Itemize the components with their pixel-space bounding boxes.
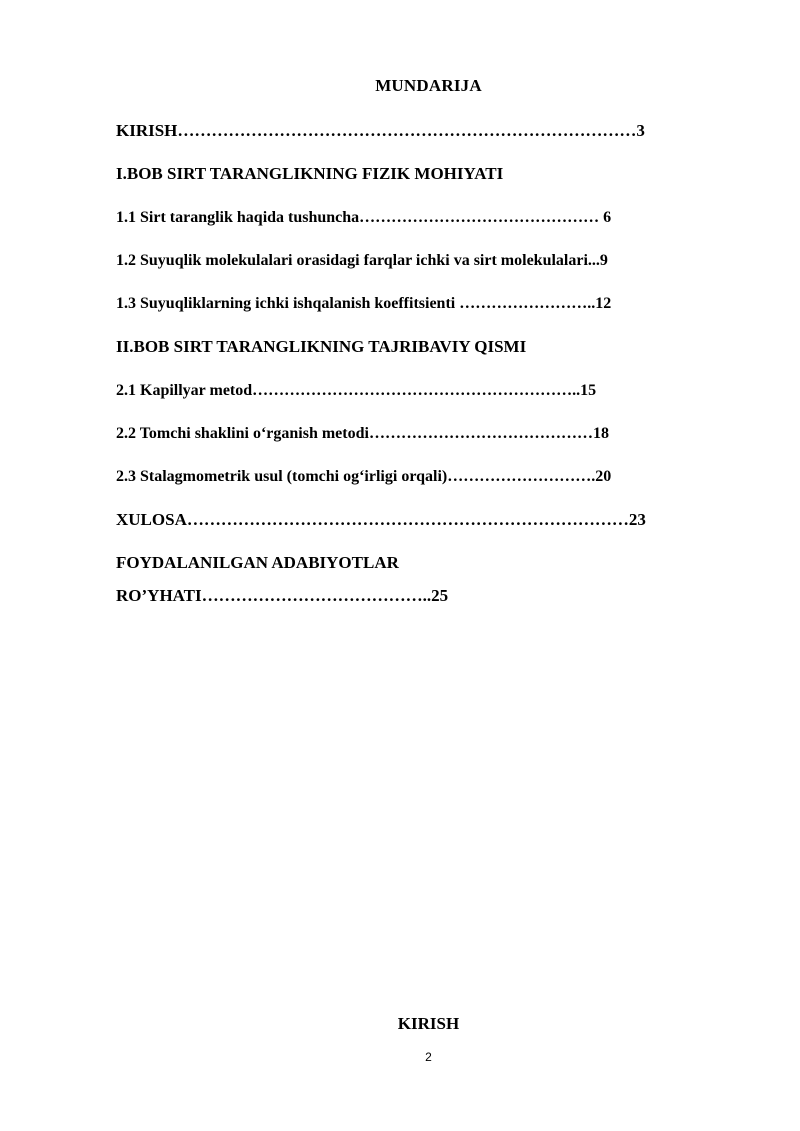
toc-entry-chapter-1: I.BOB SIRT TARANGLIKNING FIZIK MOHIYATI [116, 164, 504, 183]
toc-entry-chapter-2: II.BOB SIRT TARANGLIKNING TAJRIBAVIY QISMI [116, 337, 527, 356]
next-section-heading: KIRISH [397, 1014, 460, 1033]
toc-entry-1-2: 1.2 Suyuqlik molekulalari orasidagi farqlar ichki va sirt molekulalari...9 [116, 252, 608, 269]
toc-entry-references-line-2: RO’YHATI…………………………………..25 [116, 586, 449, 605]
toc-entry-references-line-1: FOYDALANILGAN ADABIYOTLAR [116, 553, 399, 572]
toc-entry-kirish: KIRISH………………………………………………………………………3 [116, 121, 645, 140]
toc-entry-2-1: 2.1 Kapillyar metod……………………………………………………..15 [116, 382, 597, 399]
page-number: 2 [425, 1050, 432, 1064]
toc-entry-xulosa: XULOSA……………………………………………………………………23 [116, 510, 646, 529]
toc-entry-1-1: 1.1 Sirt taranglik haqida tushuncha……………………………………… 6 [116, 209, 612, 226]
toc-entry-2-2: 2.2 Tomchi shaklini o‘rganish metodi……………………………………18 [116, 425, 609, 442]
toc-title: MUNDARIJA [375, 76, 482, 95]
toc-entry-1-3: 1.3 Suyuqliklarning ichki ishqalanish koeffitsienti ……………………..12 [116, 295, 612, 312]
toc-entry-2-3: 2.3 Stalagmometrik usul (tomchi og‘irligi orqali)……………………….20 [116, 468, 612, 485]
